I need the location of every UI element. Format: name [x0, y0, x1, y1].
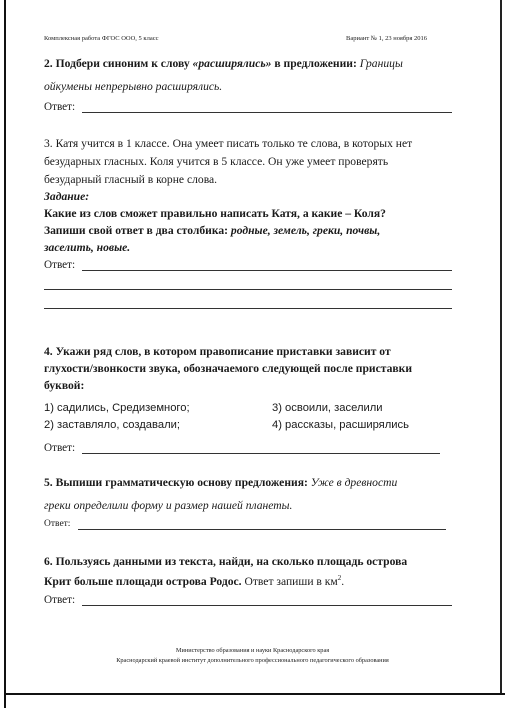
q3-task2a: Запиши свой ответ в два столбика:	[44, 224, 228, 237]
q4-option-3[interactable]: 3) освоили, заселили	[272, 402, 383, 414]
q2-line1	[44, 55, 403, 72]
q3-task2b: родные, земель, греки, почвы,	[230, 224, 381, 237]
q6-line1: 6. Пользуясь данными из текста, найди, на сколько площадь острова	[44, 555, 408, 568]
q5-answer-line[interactable]	[78, 529, 446, 530]
header-right: Вариант № 1, 23 ноября 2016	[346, 35, 427, 42]
q6-line2	[44, 570, 344, 590]
q4-option-1[interactable]: 1) садились, Средиземного;	[44, 402, 190, 414]
q3-line1: 3. Катя учится в 1 классе. Она умеет писать только те слова, в которых нет	[44, 137, 413, 150]
q3-line3: безударный гласный в корне слова.	[44, 173, 218, 186]
q3-task2	[44, 222, 380, 239]
q5-line1	[44, 474, 397, 491]
q3-answer-line-1[interactable]	[82, 270, 452, 271]
q6-line2c: .	[341, 574, 345, 588]
q3-answer-line-3[interactable]	[44, 308, 452, 309]
q4-answer-line[interactable]	[82, 453, 440, 454]
q4-line1: 4. Укажи ряд слов, в котором правописание приставки зависит от	[44, 345, 391, 358]
q2-sentence-a: Границы	[359, 57, 403, 70]
footer-line1: Министерство образования и науки Краснодарского края	[175, 647, 330, 654]
q6-line2a: Крит больше площади острова Родос.	[44, 574, 242, 588]
q3-task-label: Задание:	[44, 190, 90, 203]
q2-sentence-b: ойкумены непрерывно расширялись.	[44, 80, 223, 93]
q3-line2: безударных гласных. Коля учится в 5 классе. Он уже умеет проверять	[44, 155, 389, 168]
q3-task1: Какие из слов сможет правильно написать Катя, а какие – Коля?	[44, 207, 386, 220]
q2-number: 2.	[44, 57, 53, 70]
q5-italic-b: греки определили форму и размер нашей планеты.	[44, 499, 293, 512]
q5-answer-label: Ответ:	[44, 519, 71, 529]
q3-task3: заселить, новые.	[44, 241, 131, 254]
q3-answer-line-2[interactable]	[44, 289, 452, 290]
q2-answer-label: Ответ:	[44, 101, 76, 113]
q5-bold: 5. Выпиши грамматическую основу предложения:	[44, 476, 308, 489]
q2-text2: в предложении:	[274, 57, 357, 70]
q4-option-2[interactable]: 2) заставляло, создавали;	[44, 419, 180, 431]
q5-italic-a: Уже в древности	[310, 476, 398, 489]
q6-line2b: Ответ запиши в км	[244, 574, 338, 588]
header-left: Комплексная работа ФГОС ООО, 5 класс	[44, 35, 159, 42]
q4-answer-label: Ответ:	[44, 442, 76, 454]
q3-answer-label: Ответ:	[44, 259, 76, 271]
footer-line2: Краснодарский краевой институт дополнительного профессионального педагогического образования	[116, 657, 389, 664]
q4-line2: глухости/звонкости звука, обозначаемого следующей после приставки	[44, 362, 413, 375]
q2-word: «расширялись»	[192, 57, 272, 70]
q6-answer-line[interactable]	[82, 605, 452, 606]
q2-answer-line[interactable]	[82, 112, 452, 113]
q4-option-4[interactable]: 4) рассказы, расширялись	[272, 419, 409, 431]
q2-text: Подбери синоним к слову	[55, 57, 190, 70]
q6-sup: 2	[337, 574, 342, 582]
q4-line3: буквой:	[44, 379, 85, 392]
q6-answer-label: Ответ:	[44, 594, 76, 606]
